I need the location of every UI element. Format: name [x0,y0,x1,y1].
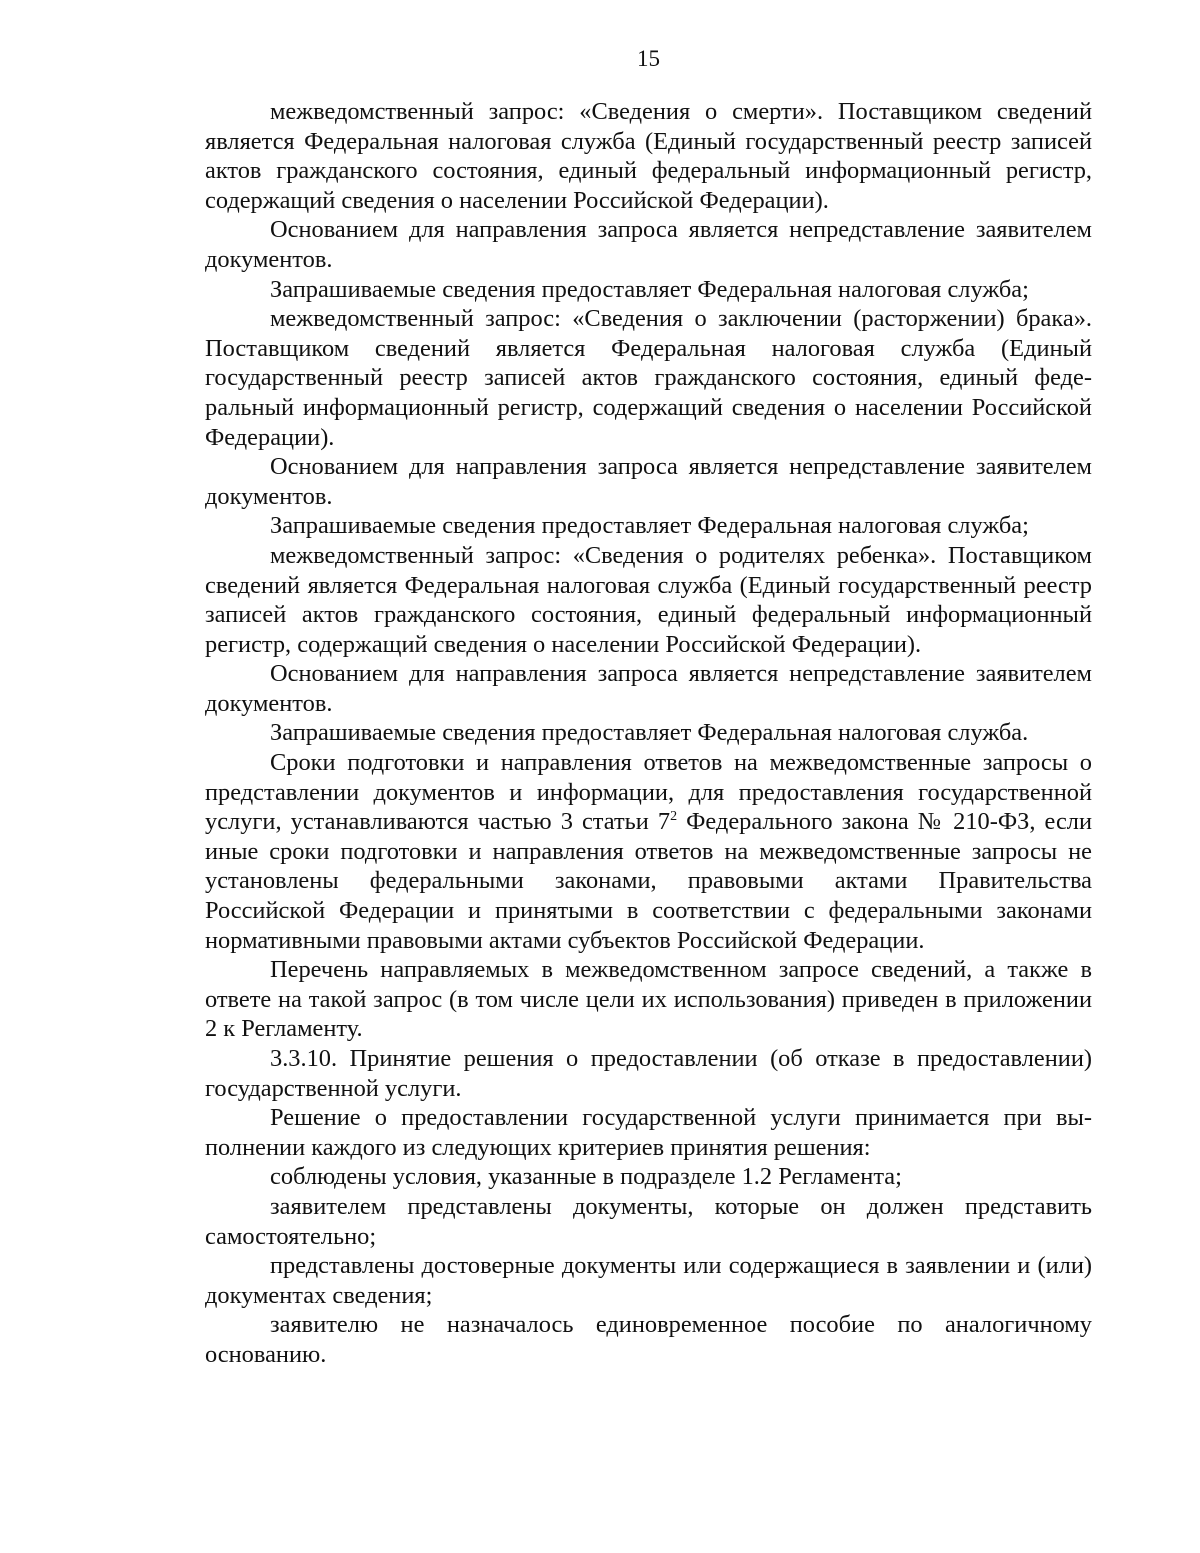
paragraph: Решение о предоставлении государственной услуги принимается при выполнении каждого из следующих критериев принятия решения: [205,1104,1092,1161]
criterion-item: соблюдены условия, указанные в подразделе 1.2 Регламента; [270,1163,902,1191]
page-number: 15 [637,46,660,71]
paragraph: Основанием для направления запроса является непредставление заявителем документов. [205,660,1092,717]
paragraph: Основанием для направления запроса является непредставление заявителем документов. [205,453,1092,510]
criterion-item: заявителю не назначалось единовременное пособие по аналогичному основанию. [205,1311,1092,1368]
paragraph: Запрашиваемые сведения предоставляет Федеральная налоговая служба. [270,719,1029,747]
superscript: 2 [670,809,678,825]
deadline-text-start: Сроки подготовки и направления ответов на межведомственные запросы о представлении документов и информации, для предоставления государственной услуги, устанавливаются частью 3 статьи 7 [205,749,1092,836]
document-body [205,97,1092,1370]
paragraph: Перечень направляемых в межведомственном запросе сведений, а также в ответе на такой запрос (в том числе цели их использования) приведен в приложении 2 к Регламенту. [205,956,1092,1043]
paragraph: межведомственный запрос: «Сведения о родителях ребенка». Поставщиком сведений является Федеральная налоговая служба (Единый государственный реестр записей актов гражданского состояния, единый федеральный информационный регистр, содержащий сведения о населении Российской Федерации). [205,541,1092,658]
paragraph: Запрашиваемые сведения предоставляет Федеральная налоговая служба; [270,275,1029,303]
criterion-item: представлены достоверные документы или содержащиеся в заявлении и (или) документах сведения; [205,1252,1092,1309]
section-heading: 3.3.10. Принятие решения о предоставлении (об отказе в предоставлении) государственной услуги. [205,1045,1092,1102]
paragraph: межведомственный запрос: «Сведения о смерти». Поставщиком сведений является Федеральная налоговая служба (Единый государственный реестр записей актов гражданского состояния, единый федеральный информационный регистр, содержащий сведения о населении Российской Федерации). [205,98,1092,214]
paragraph: межведомственный запрос: «Сведения о заключении (расторжении) брака». Поставщиком сведений является Федеральная налоговая служба (Единый государственный реестр записей актов гражданского состояния, единый федеральный информационный регистр, содержащий сведения о населении Российской Федерации). [205,305,1092,451]
paragraph: Основанием для направления запроса является непредставление заявителем документов. [205,216,1092,273]
paragraph: Запрашиваемые сведения предоставляет Федеральная налоговая служба; [270,512,1029,540]
deadline-text-end: Федерального закона № 210-ФЗ, если иные сроки подготовки и направления ответов на межведомственные запросы не установлены федеральными законами, правовыми актами Правительства Российской Федерации и принятыми в соответствии с федеральными законами нормативными правовыми актами субъектов Российской Федерации. [205,808,1093,954]
criterion-item: заявителем представлены документы, которые он должен представить самостоятельно; [205,1192,1092,1250]
deadline-paragraph [205,748,1092,955]
